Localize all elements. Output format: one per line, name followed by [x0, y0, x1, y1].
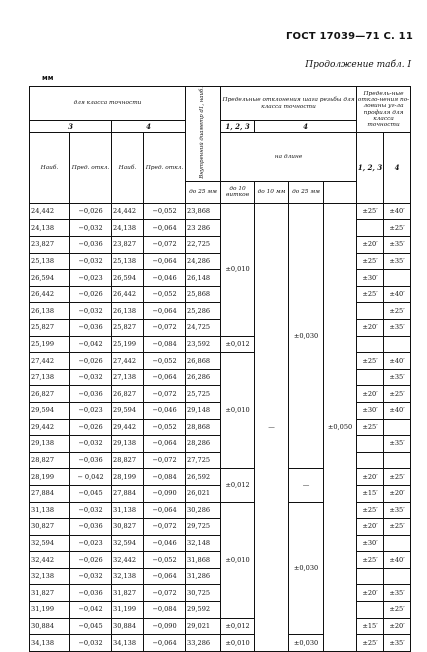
cell-a123: ±20′ [357, 585, 384, 602]
cell-n4: 32,138 [112, 568, 144, 585]
cell-n4: 27,138 [112, 369, 144, 386]
cell-a4 [384, 419, 411, 436]
cell-n4: 29,594 [112, 402, 144, 419]
cell-p3: −0,032 [70, 635, 112, 652]
cell-p4: −0,072 [144, 585, 186, 602]
cell-p4: −0,046 [144, 535, 186, 552]
cell-p3: −0,042 [70, 336, 112, 353]
cell-a123: ±15′ [357, 485, 384, 502]
cell-n3: 24,442 [30, 203, 70, 220]
cell-n3: 28,827 [30, 452, 70, 469]
cell-n3: 26,827 [30, 386, 70, 403]
cell-p3: −0,036 [70, 452, 112, 469]
header-naib-4: Наиб. [112, 133, 144, 204]
cell-a4: ±20′ [384, 485, 411, 502]
cell-p4: −0,072 [144, 237, 186, 254]
cell-n3: 26,442 [30, 286, 70, 303]
cell-a4: ±35′ [384, 237, 411, 254]
cell-a4: ±35′ [384, 319, 411, 336]
cell-p3: −0,036 [70, 319, 112, 336]
header-class-4: 4 [112, 121, 186, 133]
cell-p3: −0,023 [70, 270, 112, 287]
cell-n3: 29,442 [30, 419, 70, 436]
cell-a4: ±35′ [384, 635, 411, 652]
cell-n3: 26,138 [30, 303, 70, 320]
cell-d1: 27,725 [186, 452, 221, 469]
cell-p3: −0,032 [70, 568, 112, 585]
cell-d1: 25,868 [186, 286, 221, 303]
cell-a4: ±35′ [384, 253, 411, 270]
header-class-123: 1, 2, 3 [221, 121, 255, 133]
cell-n4: 25,138 [112, 253, 144, 270]
cell-p3: −0,036 [70, 585, 112, 602]
cell-a4: ±35′ [384, 369, 411, 386]
cell-n3: 29,594 [30, 402, 70, 419]
cell-p3: −0,032 [70, 369, 112, 386]
cell-tol-25mm: ±0,010 [221, 203, 255, 336]
cell-a4: ±40′ [384, 203, 411, 220]
table-row [30, 203, 411, 220]
cell-n4: 24,442 [112, 203, 144, 220]
cell-n4: 26,442 [112, 286, 144, 303]
cell-n4: 32,442 [112, 552, 144, 569]
cell-p3: −0,045 [70, 485, 112, 502]
cell-p3: −0,036 [70, 237, 112, 254]
cell-d1: 23,592 [186, 336, 221, 353]
cell-n3: 32,138 [30, 568, 70, 585]
cell-n3: 25,827 [30, 319, 70, 336]
cell-n4: 23,827 [112, 237, 144, 254]
cell-d1: 30,286 [186, 502, 221, 519]
gost-header: ГОСТ 17039—71 С. 11 [285, 31, 413, 42]
cell-a4: ±25′ [384, 386, 411, 403]
cell-n3: 24,138 [30, 220, 70, 237]
cell-p4: −0,052 [144, 203, 186, 220]
cell-p3: −0,036 [70, 519, 112, 536]
cell-d1: 28,868 [186, 419, 221, 436]
cell-n3: 30,827 [30, 519, 70, 536]
cell-d1: 29,725 [186, 519, 221, 536]
cell-p4: −0,072 [144, 452, 186, 469]
cell-p4: −0,064 [144, 502, 186, 519]
cell-n3: 32,594 [30, 535, 70, 552]
cell-tol-10mm: — [289, 469, 324, 502]
cell-p3: −0,032 [70, 502, 112, 519]
cell-a123 [357, 436, 384, 453]
cell-n3: 25,138 [30, 253, 70, 270]
cell-d1: 30,725 [186, 585, 221, 602]
cell-p4: −0,084 [144, 336, 186, 353]
cell-a123: ±20′ [357, 319, 384, 336]
header-pitch-tolerance: Предельные отклонения шага резьбы для класса точности [221, 87, 357, 121]
header-pred-4: Пред. откл. [144, 133, 186, 204]
cell-n4: 29,138 [112, 436, 144, 453]
header-class: для класса точности [30, 87, 186, 121]
cell-d1: 33,286 [186, 635, 221, 652]
cell-tol-25mm: ±0,010 [221, 635, 255, 652]
cell-a123: ±30′ [357, 535, 384, 552]
cell-n4: 34,138 [112, 635, 144, 652]
cell-p3: −0,026 [70, 286, 112, 303]
cell-d1: 24,725 [186, 319, 221, 336]
cell-a123: ±30′ [357, 270, 384, 287]
cell-n4: 27,884 [112, 485, 144, 502]
cell-n3: 32,442 [30, 552, 70, 569]
cell-n4: 31,827 [112, 585, 144, 602]
cell-n4: 24,138 [112, 220, 144, 237]
cell-a123: ±25′ [357, 353, 384, 370]
cell-n4: 29,442 [112, 419, 144, 436]
cell-p3: −0,032 [70, 436, 112, 453]
cell-p4: −0,064 [144, 220, 186, 237]
cell-a123: ±30′ [357, 402, 384, 419]
header-len-25mm: до 25 мм [186, 181, 221, 203]
header-angle-tolerance: Предель-ные откло-нения по-ловины уг-ла профиля для класса точности [357, 87, 411, 133]
header-angle-123: 1, 2, 3 [357, 133, 384, 204]
cell-n4: 30,884 [112, 618, 144, 635]
cell-d1: 28,286 [186, 436, 221, 453]
cell-p4: −0,046 [144, 270, 186, 287]
cell-a123 [357, 369, 384, 386]
cell-p4: −0,052 [144, 353, 186, 370]
cell-p4: −0,072 [144, 319, 186, 336]
cell-a4: ±35′ [384, 585, 411, 602]
cell-tol-25mm: ±0,012 [221, 336, 255, 353]
header-len-10mm: до 10 мм [255, 181, 289, 203]
header-len-25mm-b: до 25 мм [289, 181, 324, 203]
cell-a123: ±25′ [357, 635, 384, 652]
cell-n3: 29,138 [30, 436, 70, 453]
cell-tol-25mm-4: ±0,050 [324, 203, 357, 651]
cell-n4: 31,199 [112, 602, 144, 619]
table-continuation-label: Продолжение табл. I [305, 60, 411, 70]
cell-d1: 32,148 [186, 535, 221, 552]
cell-a123 [357, 568, 384, 585]
cell-a123: ±20′ [357, 519, 384, 536]
cell-n4: 25,199 [112, 336, 144, 353]
cell-p3: −0,045 [70, 618, 112, 635]
cell-a123: ±25′ [357, 253, 384, 270]
cell-a4 [384, 336, 411, 353]
cell-tol-10mm: ±0,030 [289, 203, 324, 469]
cell-p4: −0,052 [144, 419, 186, 436]
cell-p4: −0,052 [144, 286, 186, 303]
cell-a4: ±25′ [384, 220, 411, 237]
header-inner-diameter: Внутренний диаметр d1, наиб. [186, 87, 221, 182]
cell-a123: ±25′ [357, 419, 384, 436]
cell-n3: 30,884 [30, 618, 70, 635]
cell-tol-10-turns: — [255, 203, 289, 651]
cell-a123: ±25′ [357, 552, 384, 569]
cell-p3: −0,026 [70, 419, 112, 436]
cell-p3: −0,032 [70, 220, 112, 237]
cell-p4: −0,090 [144, 618, 186, 635]
cell-d1: 26,868 [186, 353, 221, 370]
cell-p3: −0,026 [70, 353, 112, 370]
cell-p4: −0,072 [144, 386, 186, 403]
cell-p3: −0,023 [70, 402, 112, 419]
cell-a123 [357, 336, 384, 353]
cell-p4: −0,064 [144, 303, 186, 320]
unit-label: мм [42, 74, 54, 82]
cell-p3: −0,032 [70, 253, 112, 270]
cell-a4: ±25′ [384, 303, 411, 320]
cell-n4: 32,594 [112, 535, 144, 552]
cell-n3: 27,442 [30, 353, 70, 370]
cell-d1: 23,868 [186, 203, 221, 220]
cell-a123 [357, 220, 384, 237]
cell-a123: ±20′ [357, 469, 384, 486]
cell-a4: ±25′ [384, 519, 411, 536]
cell-a123: ±20′ [357, 386, 384, 403]
cell-n3: 34,138 [30, 635, 70, 652]
cell-d1: 31,286 [186, 568, 221, 585]
cell-n4: 28,827 [112, 452, 144, 469]
cell-d1: 26,592 [186, 469, 221, 486]
cell-a4: ±40′ [384, 286, 411, 303]
header-len-10-turns: до 10 витков [221, 181, 255, 203]
cell-p4: −0,084 [144, 469, 186, 486]
cell-p4: −0,064 [144, 369, 186, 386]
cell-a123 [357, 303, 384, 320]
cell-a4 [384, 568, 411, 585]
cell-p3: −0,032 [70, 303, 112, 320]
header-pred-3: Пред. откл. [70, 133, 112, 204]
cell-d1: 26,021 [186, 485, 221, 502]
cell-tol-25mm: ±0,010 [221, 502, 255, 618]
cell-tol-10mm: ±0,030 [289, 635, 324, 652]
cell-d1: 31,868 [186, 552, 221, 569]
cell-d1: 22,725 [186, 237, 221, 254]
cell-d1: 23 286 [186, 220, 221, 237]
cell-p4: −0,072 [144, 519, 186, 536]
cell-tol-25mm: ±0,012 [221, 618, 255, 635]
cell-n4: 31,138 [112, 502, 144, 519]
cell-a4: ±25′ [384, 469, 411, 486]
cell-a123: ±25′ [357, 502, 384, 519]
cell-p3: −0,036 [70, 386, 112, 403]
cell-n4: 26,138 [112, 303, 144, 320]
cell-d1: 29,592 [186, 602, 221, 619]
cell-n4: 28,199 [112, 469, 144, 486]
cell-a4: ±40′ [384, 402, 411, 419]
cell-p4: −0,064 [144, 436, 186, 453]
cell-p4: −0,064 [144, 253, 186, 270]
cell-p3: −0,023 [70, 535, 112, 552]
cell-a4 [384, 452, 411, 469]
header-angle-4: 4 [384, 133, 411, 204]
cell-n3: 27,884 [30, 485, 70, 502]
cell-n3: 25,199 [30, 336, 70, 353]
cell-p4: −0,090 [144, 485, 186, 502]
header-class-4b: 4 [255, 121, 357, 133]
cell-d1: 29,021 [186, 618, 221, 635]
cell-tol-10mm: ±0,030 [289, 502, 324, 635]
cell-a123: ±25′ [357, 286, 384, 303]
cell-n3: 31,138 [30, 502, 70, 519]
cell-tol-25mm: ±0,012 [221, 469, 255, 502]
header-on-length: на длине [221, 133, 357, 182]
cell-n3: 26,594 [30, 270, 70, 287]
cell-n4: 30,827 [112, 519, 144, 536]
cell-n4: 26,594 [112, 270, 144, 287]
cell-n3: 27,138 [30, 369, 70, 386]
cell-p4: −0,064 [144, 568, 186, 585]
cell-a4 [384, 270, 411, 287]
cell-a4: ±25′ [384, 602, 411, 619]
cell-a4: ±40′ [384, 353, 411, 370]
cell-d1: 24,286 [186, 253, 221, 270]
cell-a123 [357, 452, 384, 469]
cell-p4: −0,046 [144, 402, 186, 419]
cell-p3: −0,026 [70, 203, 112, 220]
cell-a4: ±35′ [384, 436, 411, 453]
cell-p4: −0,064 [144, 635, 186, 652]
cell-p3: − 0,042 [70, 469, 112, 486]
cell-a123: ±20′ [357, 237, 384, 254]
cell-n4: 26,827 [112, 386, 144, 403]
cell-n3: 31,199 [30, 602, 70, 619]
cell-a4: ±35′ [384, 502, 411, 519]
cell-a4: ±20′ [384, 618, 411, 635]
cell-n3: 23,827 [30, 237, 70, 254]
cell-tol-25mm: ±0,010 [221, 353, 255, 469]
cell-p4: −0,084 [144, 602, 186, 619]
cell-a4 [384, 535, 411, 552]
cell-d1: 25,286 [186, 303, 221, 320]
cell-d1: 29,148 [186, 402, 221, 419]
cell-n4: 27,442 [112, 353, 144, 370]
cell-n4: 25,827 [112, 319, 144, 336]
cell-a123 [357, 602, 384, 619]
cell-d1: 26,286 [186, 369, 221, 386]
header-naib-3: Наиб. [30, 133, 70, 204]
cell-p3: −0,026 [70, 552, 112, 569]
cell-p4: −0,052 [144, 552, 186, 569]
cell-d1: 26,148 [186, 270, 221, 287]
cell-a123: ±15′ [357, 618, 384, 635]
cell-n3: 28,199 [30, 469, 70, 486]
cell-d1: 25,725 [186, 386, 221, 403]
thread-dimensions-table [29, 86, 411, 652]
cell-p3: −0,042 [70, 602, 112, 619]
header-class-3: 3 [30, 121, 112, 133]
cell-n3: 31,827 [30, 585, 70, 602]
cell-a123: ±25′ [357, 203, 384, 220]
cell-a4: ±40′ [384, 552, 411, 569]
